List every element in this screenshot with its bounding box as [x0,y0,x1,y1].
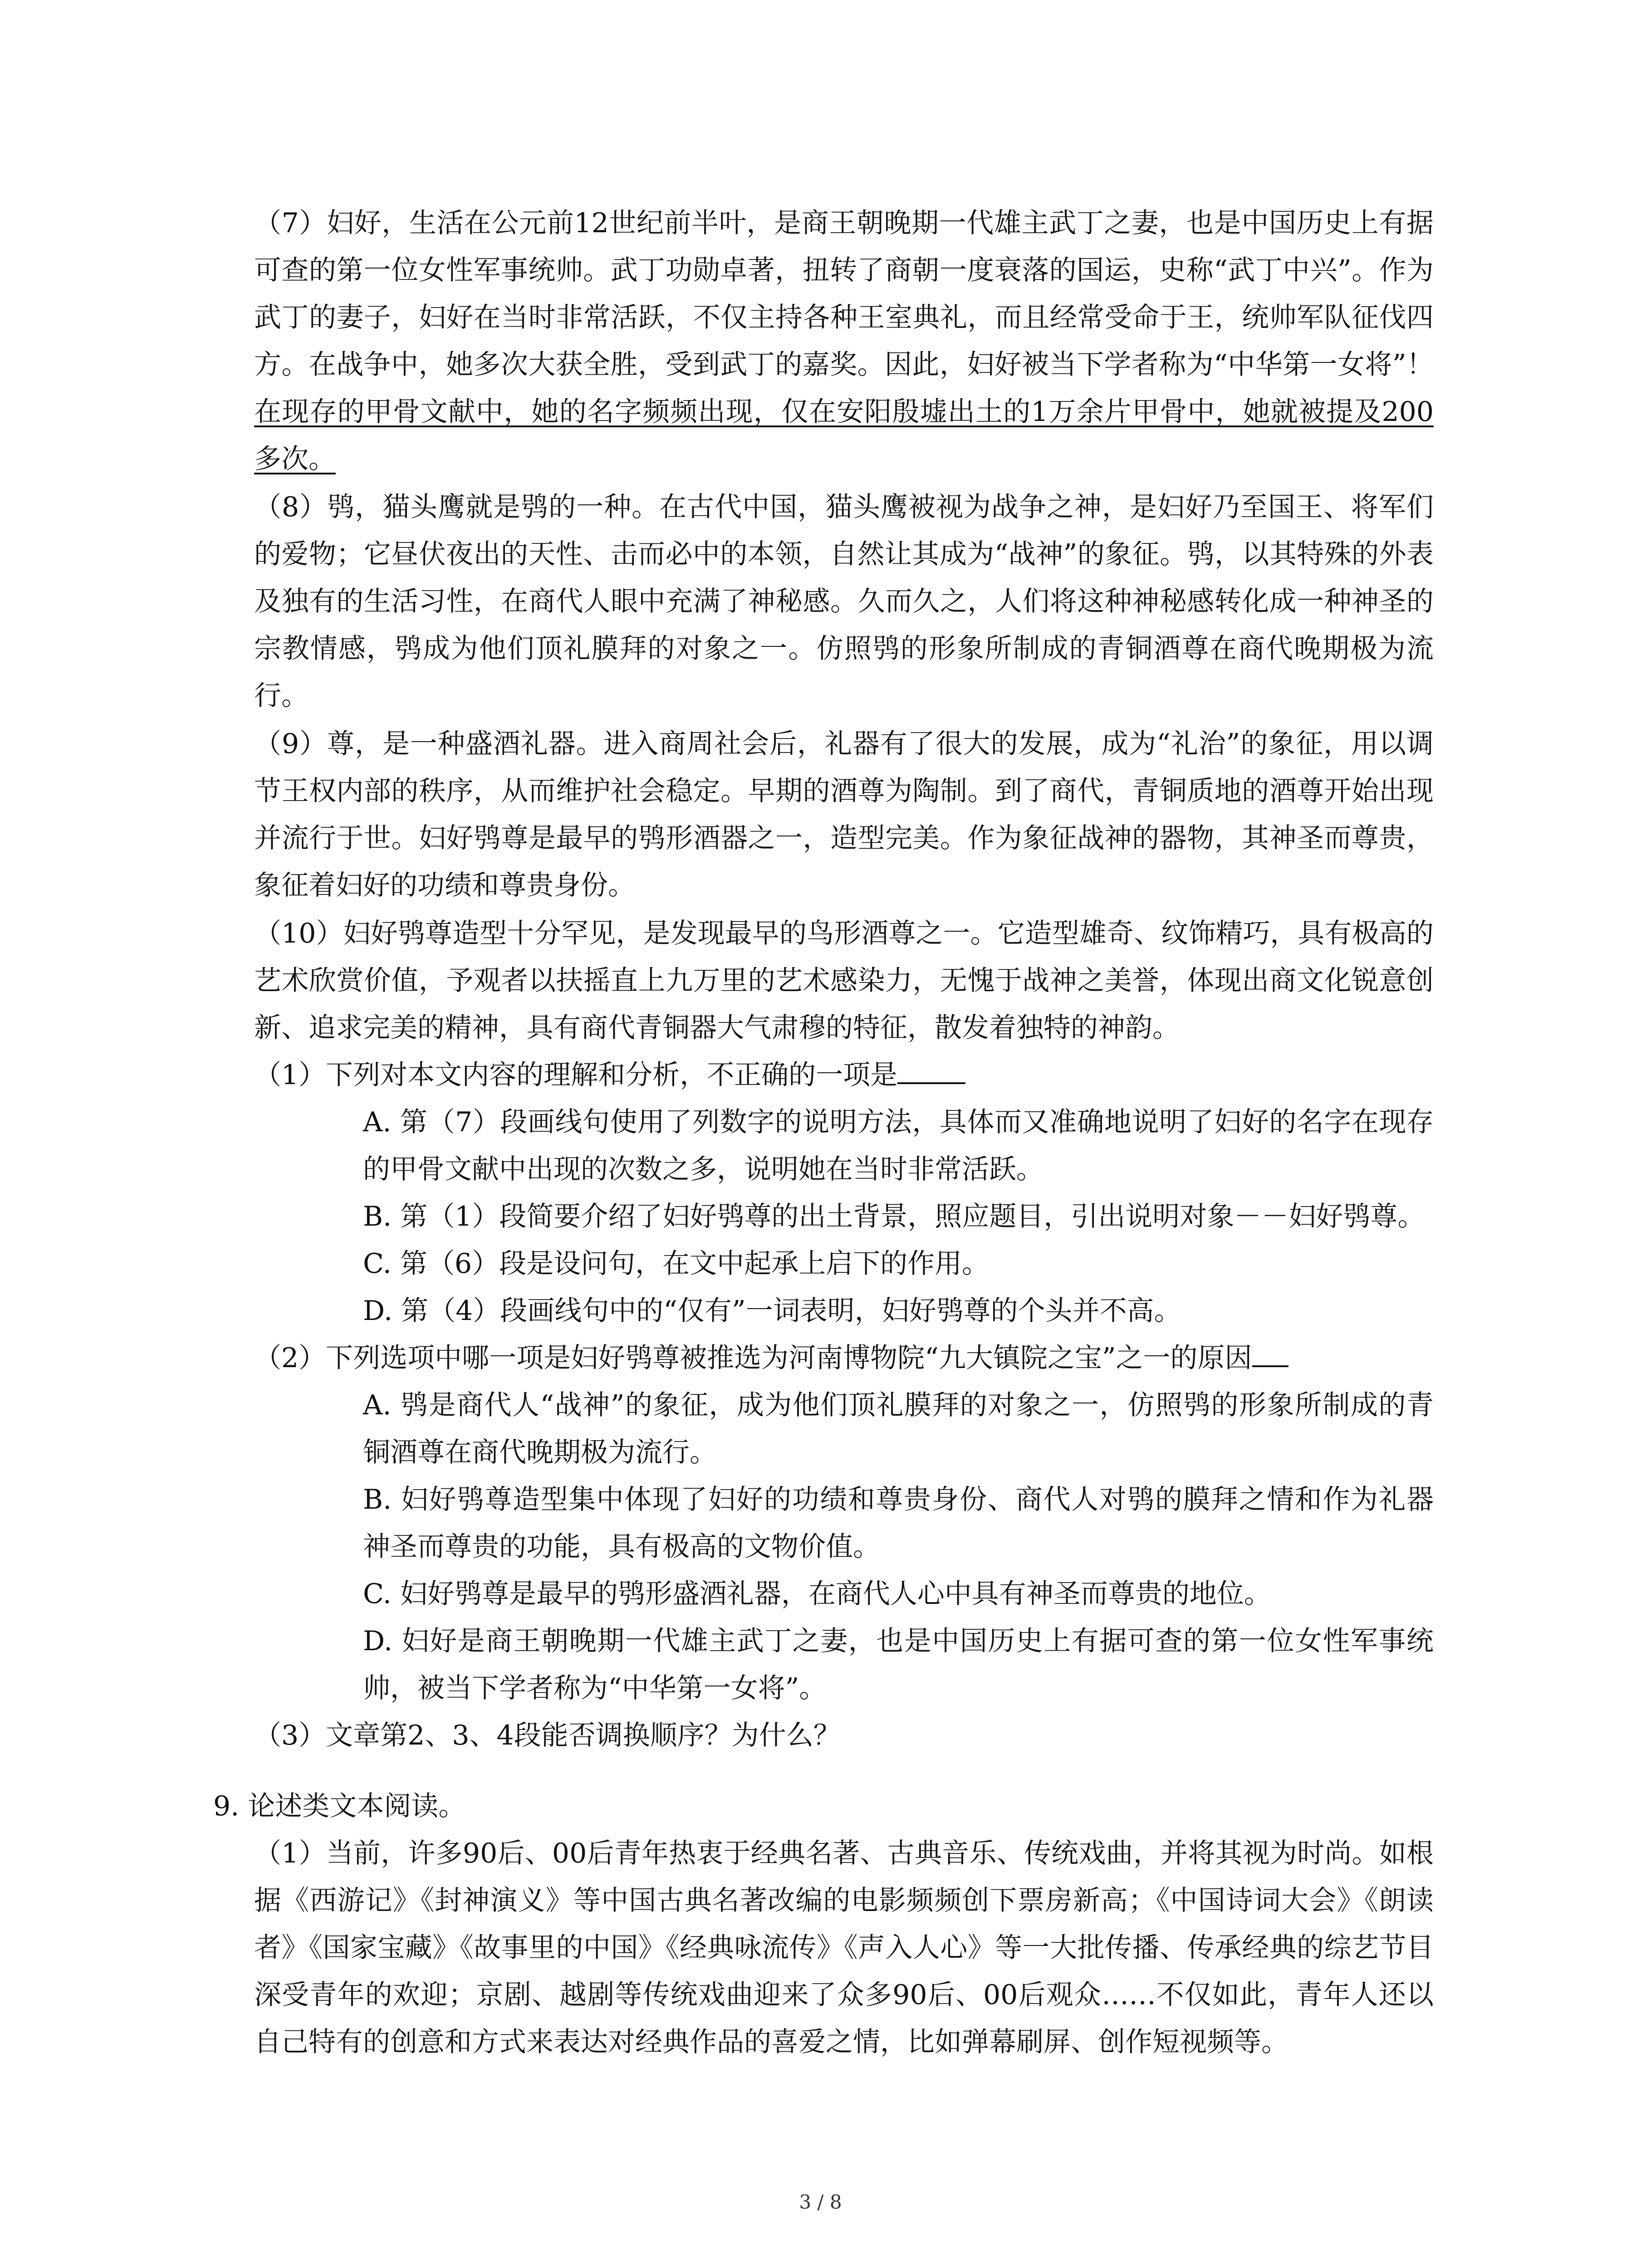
page-content [213,200,1434,2066]
answer-blank[interactable] [1252,1338,1288,1367]
question-1-option-a: A. 第（7）段画线句使用了列数字的说明方法，具体而又准确地说明了妇好的名字在现存的甲骨文献中出现的次数之多，说明她在当时非常活跃。 [363,1106,1434,1185]
question-2-stem-text: （2）下列选项中哪一项是妇好鸮尊被推选为河南博物院“九大镇院之宝”之一的原因 [254,1342,1252,1374]
section-9-paragraph-1: （1）当前，许多90后、00后青年热衷于经典名著、古典音乐、传统戏曲，并将其视为时尚。如根据《西游记》《封神演义》等中国古典名著改编的电影频频创下票房新高；《中国诗词大会》《朗读者》《国家宝藏》《故事里的中国》《经典咏流传》《声入人心》等一大批传播、传承经典的综艺节目深受青年的欢迎；京剧、越剧等传统戏曲迎来了众多90后、00后观众……不仅如此，青年人还以自己特有的创意和方式来表达对经典作品的喜爱之情，比如弹幕刷屏、创作短视频等。 [254,1838,1434,2058]
paragraph-10: （10）妇好鸮尊造型十分罕见，是发现最早的鸟形酒尊之一。它造型雄奇、纹饰精巧，具有极高的艺术欣赏价值，予观者以扶摇直上九万里的艺术感染力，无愧于战神之美誉，体现出商文化锐意创新、追求完美的精神，具有商代青铜器大气肃穆的特征，散发着独特的神韵。 [254,918,1434,1044]
paragraph-9: （9）尊，是一种盛酒礼器。进入商周社会后，礼器有了很大的发展，成为“礼治”的象征，用以调节王权内部的秩序，从而维护社会稳定。早期的酒尊为陶制。到了商代，青铜质地的酒尊开始出现并流行于世。妇好鸮尊是最早的鸮形酒器之一，造型完美。作为象征战神的器物，其神圣而尊贵，象征着妇好的功绩和尊贵身份。 [254,728,1434,901]
question-1-stem-text: （1）下列对本文内容的理解和分析，不正确的一项是 [254,1059,898,1091]
paragraph-7-underlined-sentence: 在现存的甲骨文献中，她的名字频频出现，仅在安阳殷墟出土的1万余片甲骨中，她就被提及200多次。 [254,396,1434,475]
page-number: 3 / 8 [799,2191,842,2213]
question-2-option-d: D. 妇好是商王朝晚期一代雄主武丁之妻，也是中国历史上有据可查的第一位女性军事统帅，被当下学者称为“中华第一女将”。 [363,1625,1434,1704]
question-1-option-b: B. 第（1）段简要介绍了妇好鸮尊的出土背景，照应题目，引出说明对象－－妇好鸮尊。 [363,1201,1425,1232]
paragraph-7-text: （7）妇好，生活在公元前12世纪前半叶，是商王朝晚期一代雄主武丁之妻，也是中国历史上有据可查的第一位女性军事统帅。武丁功勋卓著，扭转了商朝一度衰落的国运，史称“武丁中兴”。作为武丁的妻子，妇好在当时非常活跃，不仅主持各种王室典礼，而且经常受命于王，统帅军队征伐四方。在战争中，她多次大获全胜，受到武丁的嘉奖。因此，妇好被当下学者称为“中华第一女将”！ [254,207,1434,381]
question-1-option-d: D. 第（4）段画线句中的“仅有”一词表明，妇好鸮尊的个头并不高。 [363,1295,1181,1327]
question-1-option-c: C. 第（6）段是设问句，在文中起承上启下的作用。 [363,1248,989,1280]
section-9-heading: 9. 论述类文本阅读。 [213,1790,466,1822]
question-2-option-c: C. 妇好鸮尊是最早的鸮形盛酒礼器，在商代人心中具有神圣而尊贵的地位。 [363,1578,1271,1610]
question-2-option-a: A. 鸮是商代人“战神”的象征，成为他们顶礼膜拜的对象之一，仿照鸮的形象所制成的青铜酒尊在商代晚期极为流行。 [363,1389,1434,1468]
paragraph-8: （8）鸮，猫头鹰就是鸮的一种。在古代中国，猫头鹰被视为战争之神，是妇好乃至国王、将军们的爱物；它昼伏夜出的天性、击而必中的本领，自然让其成为“战神”的象征。鸮，以其特殊的外表及独有的生活习性，在商代人眼中充满了神秘感。久而久之，人们将这种神秘感转化成一种神圣的宗教情感，鸮成为他们顶礼膜拜的对象之一。仿照鸮的形象所制成的青铜酒尊在商代晚期极为流行。 [254,491,1434,712]
question-2-option-b: B. 妇好鸮尊造型集中体现了妇好的功绩和尊贵身份、商代人对鸮的膜拜之情和作为礼器神圣而尊贵的功能，具有极高的文物价值。 [363,1484,1434,1563]
answer-blank[interactable] [897,1055,965,1084]
question-2-stem [254,1334,1434,1382]
question-3-stem: （3）文章第2、3、4段能否调换顺序？为什么？ [254,1720,841,1751]
question-1-stem [254,1051,1434,1099]
paragraph-7 [254,200,1434,483]
